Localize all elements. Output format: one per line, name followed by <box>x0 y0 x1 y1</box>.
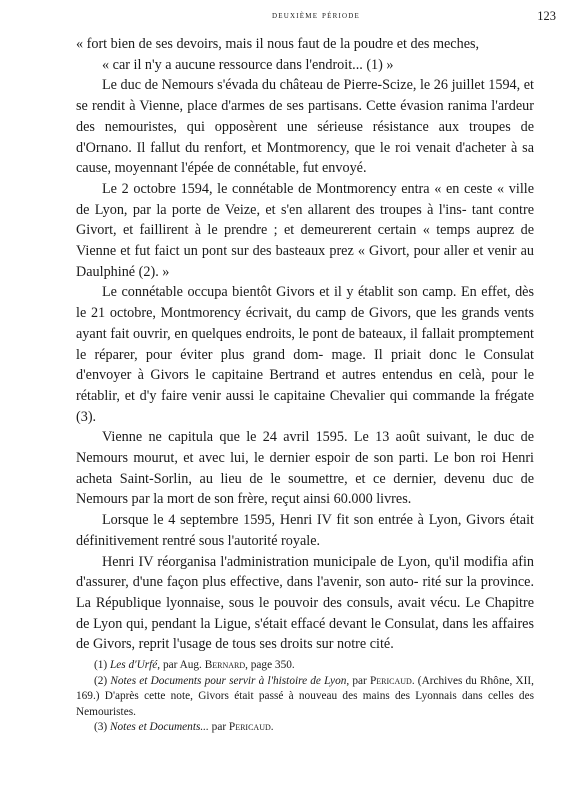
paragraph-vienne-capitulation: Vienne ne capitula que le 24 avril 1595. Le 13 août suivant, le duc de Nemours mourut, et avec lui, le dernier espoir de son parti. Le bon roi Henri acheta Saint-Sorlin, au lieu de le soumettre, et ce dernier, devenu duc de Nemours par la mort de son frère, reçut ainsi 60.000 livres. <box>76 429 534 508</box>
running-title: deuxième période <box>272 10 360 21</box>
footnote-2: (2) Notes et Documents pour servir à l'histoire de Lyon, par Pericaud. (Archives du Rhône, XII, 169.) D'après cette note, Givors était passé à nouveau des mains des Lyonnais dans celles des Nemouristes. <box>76 674 534 718</box>
quote-line-1: « fort bien de ses devoirs, mais il nous faut de la poudre et des meches, <box>76 36 480 52</box>
running-head <box>76 10 556 28</box>
footnote-1: (1) Les d'Urfé, par Aug. Bernard, page 350. <box>94 659 295 671</box>
page-number: 123 <box>537 9 556 23</box>
paragraph-henri-entry: Lorsque le 4 septembre 1595, Henri IV fit son entrée à Lyon, Givors était définitivement rentré sous l'autorité royale. <box>76 512 534 549</box>
footnotes <box>76 658 534 736</box>
paragraph-nemours-escape: Le duc de Nemours s'évada du château de Pierre-Scize, le 26 juillet 1594, et se rendit à Vienne, place d'armes de ses partisans. Cette évasion ranima l'ardeur des nemouristes, qui opposèrent une sérieuse résistance aux troupes de d'Ornano. Il fallut du renfort, et Montmorency, que le roi venait d'acheter à sa cause, moyennant l'épée de connétable, fut envoyé. <box>76 77 534 177</box>
body-text <box>76 34 534 655</box>
footnote-3: (3) Notes et Documents... par Pericaud. <box>94 721 274 733</box>
paragraph-montmorency-entry: Le 2 octobre 1594, le connétable de Montmorency entra « en ceste « ville de Lyon, par la porte de Veize, et s'en allarent des troupes à l'ins- tant contre Givort, et faillirent à le prendre ; et demeurerent certain « temps auprez de Vienne et fut faict un pont sur des basteaux prez « Givort, pour aller et venir au Daulphiné (2). » <box>76 180 534 280</box>
paragraph-camp-givors: Le connétable occupa bientôt Givors et il y établit son camp. En effet, dès le 21 octobre, Montmorency écrivait, du camp de Givors, que les grands vents ayant fait ouvrir, en quelques endroits, le pont de bateaux, il fallait promptement le réparer, pour éviter plus grand dom- mage. Il priait donc le Consulat d'envoyer à Givors le capitaine Bertrand et autres entendus en celà, pour le rétablir, et d'y faire venir aussi le capitaine Chevalier qui commande la frégate (3). <box>76 284 534 425</box>
paragraph-administration: Henri IV réorganisa l'administration municipale de Lyon, qu'il modifia afin d'assurer, d'une façon plus effective, dans l'avenir, son auto- rité sur la province. La République lyonnaise, sous le pouvoir des consuls, avait vécu. Le Chapitre de Lyon qui, pendant la Ligue, s'était effacé devant le Consulat, dans les affaires de Givors, reprit l'usage de tous ses droits sur notre cité. <box>76 553 534 653</box>
quote-line-2: « car il n'y a aucune ressource dans l'endroit... (1) » <box>102 56 394 73</box>
